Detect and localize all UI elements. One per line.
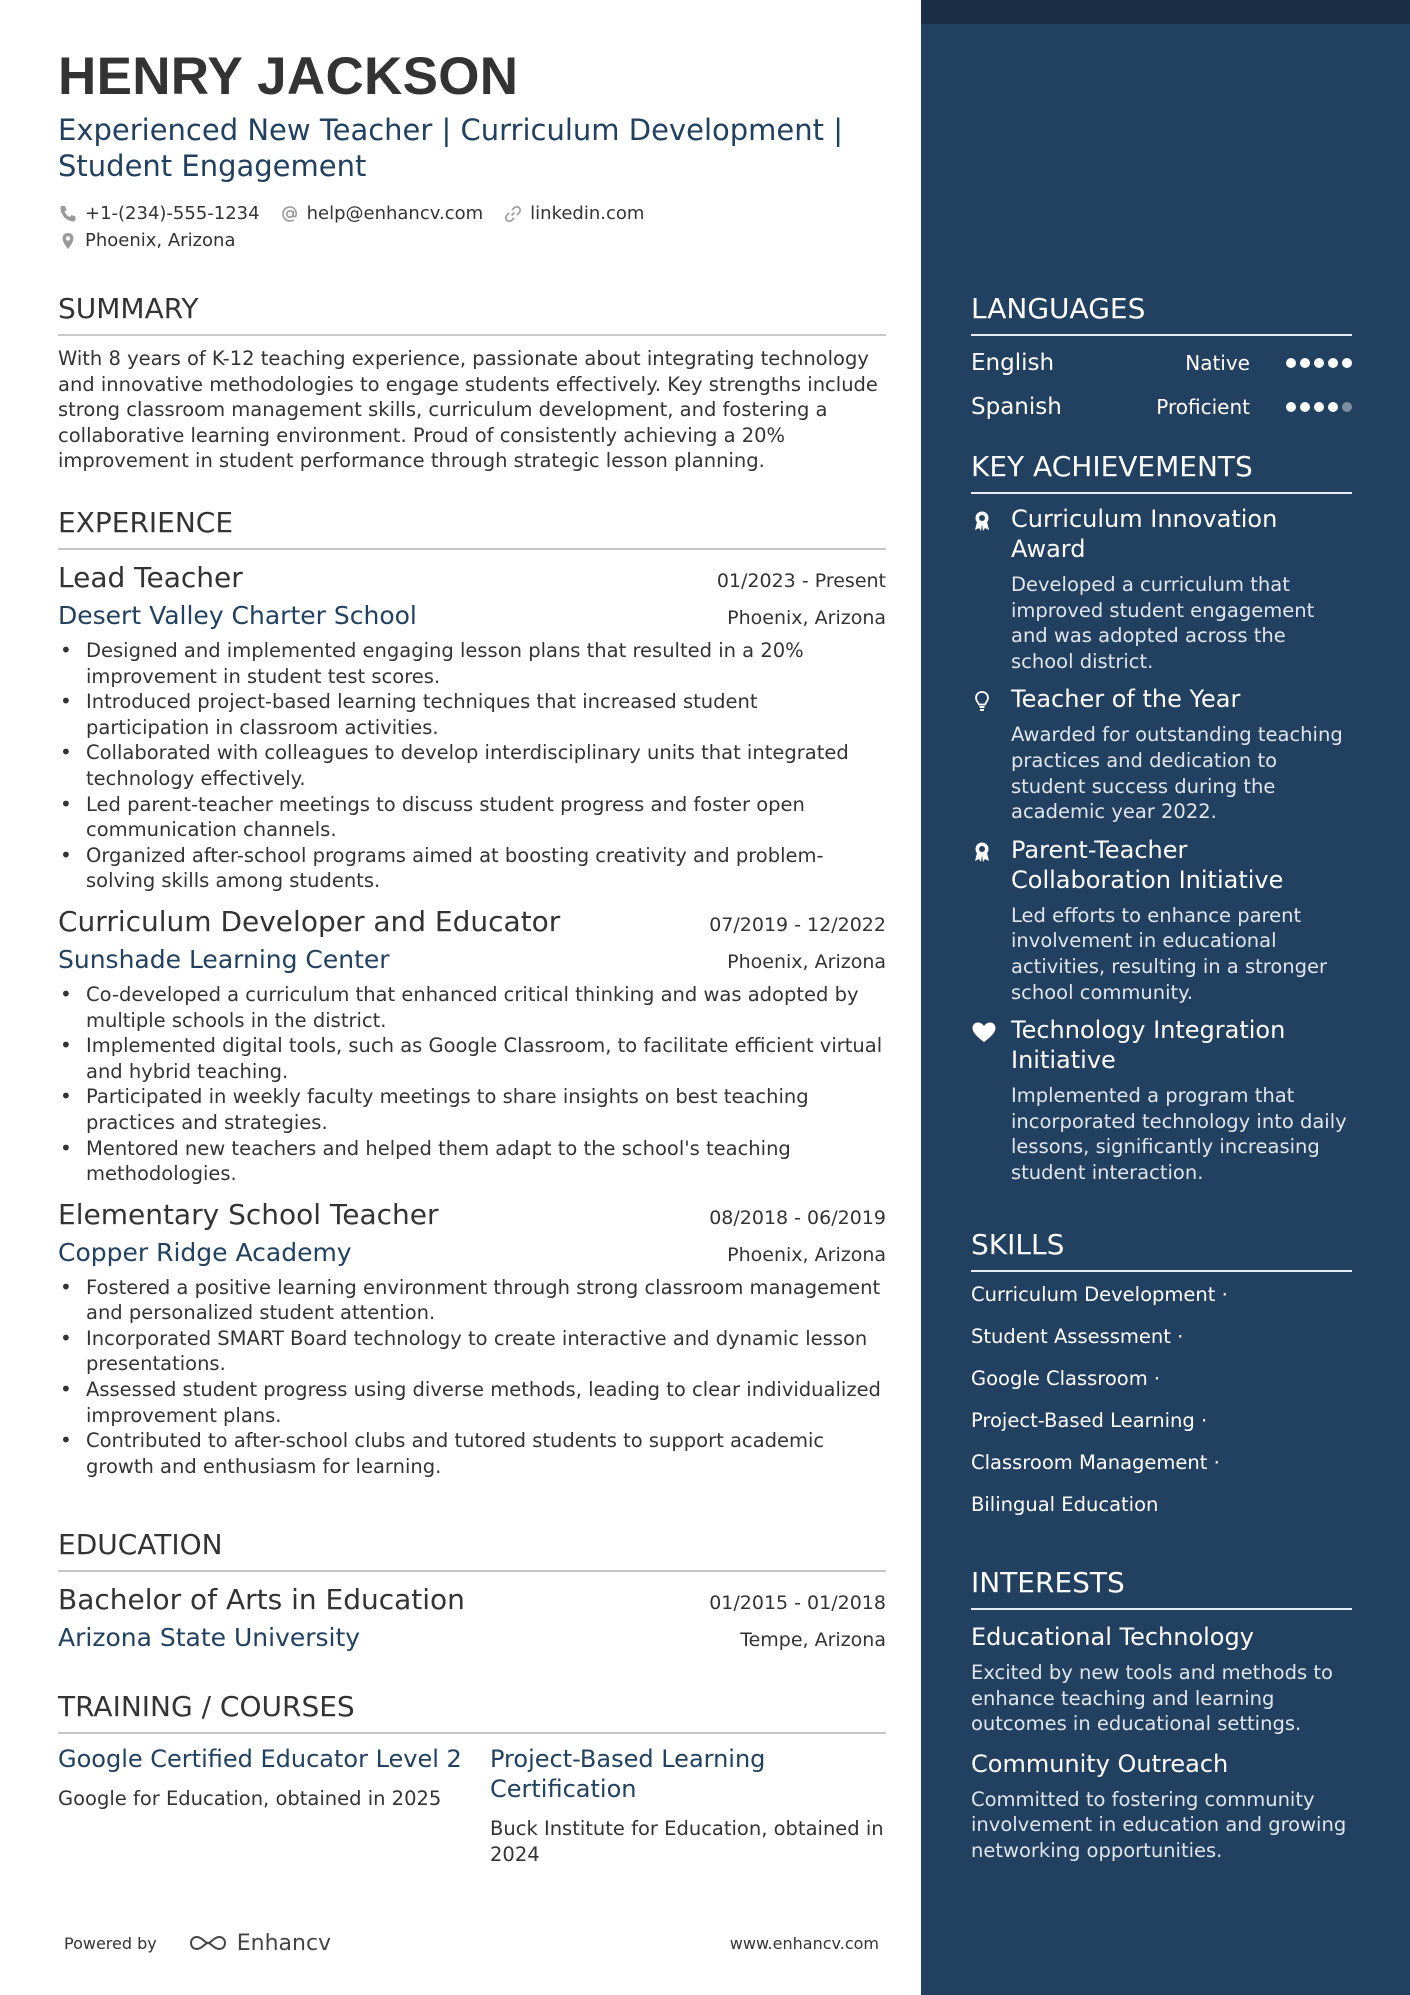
bullet-item: • Implemented digital tools, such as Google Classroom, to facilitate efficient virtual and hybrid teaching. <box>58 1033 886 1084</box>
training-name: Google Certified Educator Level 2 <box>58 1745 462 1773</box>
proficiency-dot <box>1300 402 1310 412</box>
headline: Experienced New Teacher | Curriculum Development | Student Engagement <box>58 113 843 183</box>
achievement-desc: Implemented a program that incorporated technology into daily lessons, significantly increasing student interaction. <box>1011 1084 1347 1184</box>
language-proficiency <box>1185 351 1352 375</box>
linkedin-item[interactable] <box>503 200 644 227</box>
achievement-body <box>1011 835 1352 1005</box>
degree: Bachelor of Arts in Education <box>58 1583 465 1616</box>
training-list <box>58 1744 886 1867</box>
job-title: Curriculum Developer and Educator <box>58 904 561 938</box>
education-dates: 01/2015 - 01/2018 <box>709 1592 886 1614</box>
location-item <box>58 227 235 254</box>
skill-list <box>971 1274 1352 1526</box>
proficiency-dots <box>1282 402 1352 412</box>
language-name: Spanish <box>971 393 1062 420</box>
language-list <box>971 345 1352 424</box>
skill-item: Student Assessment · <box>971 1325 1184 1348</box>
proficiency-dot <box>1342 402 1352 412</box>
languages-section <box>971 292 1352 424</box>
bullet-list <box>58 1275 886 1480</box>
achievement-body <box>1011 1015 1352 1185</box>
training-desc: Buck Institute for Education, obtained in 2024 <box>490 1817 884 1866</box>
job-subheader <box>58 944 886 976</box>
achievement-title: Parent-Teacher Collaboration Initiative <box>1011 835 1284 894</box>
education-entry <box>58 1582 886 1654</box>
achievement-desc: Awarded for outstanding teaching practices and dedication to student success during the academic year 2022. <box>1011 723 1343 824</box>
skill-item: Curriculum Development · <box>971 1283 1228 1306</box>
section-title: EDUCATION <box>58 1528 886 1572</box>
achievement-desc: Developed a curriculum that improved student engagement and was adopted across the school district. <box>1011 573 1315 673</box>
bullet-item: • Fostered a positive learning environment through strong classroom management and personalized student attention. <box>58 1275 886 1326</box>
job-entry <box>58 560 886 894</box>
phone-item <box>58 200 260 227</box>
proficiency-dot <box>1286 358 1296 368</box>
interest-item <box>971 1622 1352 1737</box>
interest-desc: Excited by new tools and methods to enhance teaching and learning outcomes in educational settings. <box>971 1661 1333 1736</box>
proficiency-dot <box>1286 402 1296 412</box>
language-level: Native <box>1185 350 1250 375</box>
job-header <box>58 560 886 596</box>
section-title: SUMMARY <box>58 292 886 336</box>
job-title: Lead Teacher <box>58 561 243 594</box>
job-header <box>58 1197 886 1233</box>
achievement-title: Curriculum Innovation Award <box>1011 505 1278 563</box>
job-entry <box>58 1197 886 1480</box>
linkedin-link[interactable]: linkedin.com <box>530 203 645 224</box>
achievement-item <box>971 835 1352 1005</box>
powered-by <box>64 1931 331 1956</box>
section-title: LANGUAGES <box>971 292 1352 336</box>
summary-text: With 8 years of K-12 teaching experience, passionate about integrating technology and innovative methodologies to engage students effectively. Key strengths include strong classroom management skills, curriculum development, and fostering a collaborative learning environment. Proud of consistently achieving a 20% improvement in student performance through strategic lesson planning. <box>58 347 878 473</box>
location-text: Phoenix, Arizona <box>85 230 236 251</box>
job-header <box>58 904 886 940</box>
interests-section <box>971 1566 1352 1864</box>
school-name: Arizona State University <box>58 1623 361 1652</box>
job-dates: 08/2018 - 06/2019 <box>709 1206 886 1229</box>
experience-section <box>58 506 886 1479</box>
link-icon <box>503 204 523 224</box>
phone-icon <box>58 204 78 224</box>
achievement-title: Teacher of the Year <box>1011 685 1241 714</box>
training-item <box>490 1744 886 1867</box>
job-subheader <box>58 600 886 632</box>
achievement-desc: Led efforts to enhance parent involvement in educational activities, resulting in a stronger school community. <box>1011 903 1328 1004</box>
achievement-item <box>971 684 1352 824</box>
achievement-item <box>971 504 1352 674</box>
at-sign-icon <box>280 204 300 224</box>
bullet-item: • Organized after-school programs aimed at boosting creativity and problem-solving skills among students. <box>58 843 886 894</box>
job-title: Elementary School Teacher <box>58 1197 439 1231</box>
skill-item: Classroom Management · <box>971 1451 1220 1474</box>
proficiency-dot <box>1328 402 1338 412</box>
job-subheader <box>58 1237 886 1269</box>
award-ribbon-icon <box>971 504 1011 674</box>
proficiency-dot <box>1314 402 1324 412</box>
skills-section <box>971 1228 1352 1526</box>
job-dates: 07/2019 - 12/2022 <box>709 913 886 936</box>
job-list <box>58 560 886 1479</box>
bullet-list <box>58 982 886 1187</box>
proficiency-dot <box>1342 358 1352 368</box>
proficiency-dot <box>1300 358 1310 368</box>
enhancv-logo-icon <box>185 1931 231 1955</box>
proficiency-dot <box>1314 358 1324 368</box>
proficiency-dot <box>1328 358 1338 368</box>
achievement-item <box>971 1015 1352 1185</box>
company-name: Desert Valley Charter School <box>58 601 417 630</box>
bullet-item: • Mentored new teachers and helped them adapt to the school's teaching methodologies. <box>58 1136 886 1187</box>
company-name: Sunshade Learning Center <box>58 944 390 974</box>
award-ribbon-icon <box>971 835 1011 1005</box>
job-location: Phoenix, Arizona <box>727 950 886 973</box>
phone-text: +1-(234)-555-1234 <box>85 203 260 224</box>
training-item <box>58 1744 490 1867</box>
job-dates: 01/2023 - Present <box>716 570 886 592</box>
language-level: Proficient <box>1156 394 1250 419</box>
bullet-item: • Introduced project-based learning techniques that increased student participation in classroom activities. <box>58 689 886 740</box>
language-proficiency <box>1156 395 1352 419</box>
training-section <box>58 1690 886 1867</box>
heart-icon <box>971 1015 1011 1185</box>
sidebar <box>921 0 1410 1995</box>
skill-item: Bilingual Education <box>971 1493 1159 1516</box>
email-item[interactable] <box>280 200 484 227</box>
powered-by-label: Powered by <box>64 1933 157 1953</box>
company-name: Copper Ridge Academy <box>58 1237 352 1267</box>
contact-info <box>58 200 886 254</box>
language-name: English <box>971 349 1055 376</box>
footer-site-link[interactable]: www.enhancv.com <box>729 1933 879 1953</box>
summary-section <box>58 292 886 474</box>
skill-item: Project-Based Learning · <box>971 1409 1208 1432</box>
achievement-title: Technology Integration Initiative <box>1011 1016 1286 1075</box>
bullet-item: • Participated in weekly faculty meetings to share insights on best teaching practices and strategies. <box>58 1084 886 1135</box>
bullet-list <box>58 638 886 894</box>
section-title: EXPERIENCE <box>58 506 886 550</box>
enhancv-logo[interactable] <box>185 1931 331 1956</box>
job-location: Phoenix, Arizona <box>727 607 886 629</box>
section-title: TRAINING / COURSES <box>58 1690 886 1734</box>
interest-list <box>971 1622 1352 1864</box>
job-entry <box>58 904 886 1187</box>
footer <box>64 1928 879 1958</box>
location-pin-icon <box>58 231 78 251</box>
candidate-name: HENRY JACKSON <box>58 47 519 106</box>
lightbulb-icon <box>971 684 1011 824</box>
achievement-body <box>1011 684 1352 824</box>
section-title: KEY ACHIEVEMENTS <box>971 450 1352 494</box>
email-link[interactable]: help@enhancv.com <box>306 203 484 224</box>
section-title: SKILLS <box>971 1228 1352 1272</box>
section-title: INTERESTS <box>971 1566 1352 1610</box>
interest-desc: Committed to fostering community involvement in education and growing networking opportunities. <box>971 1787 1347 1862</box>
proficiency-dots <box>1282 358 1352 368</box>
bullet-item: • Assessed student progress using diverse methods, leading to clear individualized improvement plans. <box>58 1377 886 1428</box>
education-section <box>58 1528 886 1654</box>
interest-title: Community Outreach <box>971 1749 1229 1778</box>
interest-title: Educational Technology <box>971 1623 1254 1651</box>
language-row <box>971 345 1352 380</box>
sidebar-top-band <box>921 0 1410 24</box>
job-location: Phoenix, Arizona <box>727 1243 886 1266</box>
achievement-list <box>971 504 1352 1186</box>
resume-header <box>58 48 886 254</box>
bullet-item: • Co-developed a curriculum that enhanced critical thinking and was adopted by multiple schools in the district. <box>58 982 886 1033</box>
training-desc: Google for Education, obtained in 2025 <box>58 1787 442 1810</box>
bullet-item: • Incorporated SMART Board technology to create interactive and dynamic lesson presentations. <box>58 1326 886 1377</box>
training-name: Project-Based Learning Certification <box>490 1745 766 1803</box>
bullet-item: • Collaborated with colleagues to develop interdisciplinary units that integrated technology effectively. <box>58 740 886 791</box>
achievements-section <box>971 450 1352 1186</box>
interest-item <box>971 1749 1352 1864</box>
school-location: Tempe, Arizona <box>740 1629 886 1651</box>
language-row <box>971 389 1352 424</box>
skill-item: Google Classroom · <box>971 1367 1161 1390</box>
bullet-item: • Led parent-teacher meetings to discuss student progress and foster open communication channels. <box>58 792 886 843</box>
bullet-item: • Designed and implemented engaging lesson plans that resulted in a 20% improvement in student test scores. <box>58 638 886 689</box>
bullet-item: • Contributed to after-school clubs and tutored students to support academic growth and enthusiasm for learning. <box>58 1428 886 1479</box>
brand-name: Enhancv <box>236 1930 332 1956</box>
achievement-body <box>1011 504 1352 674</box>
